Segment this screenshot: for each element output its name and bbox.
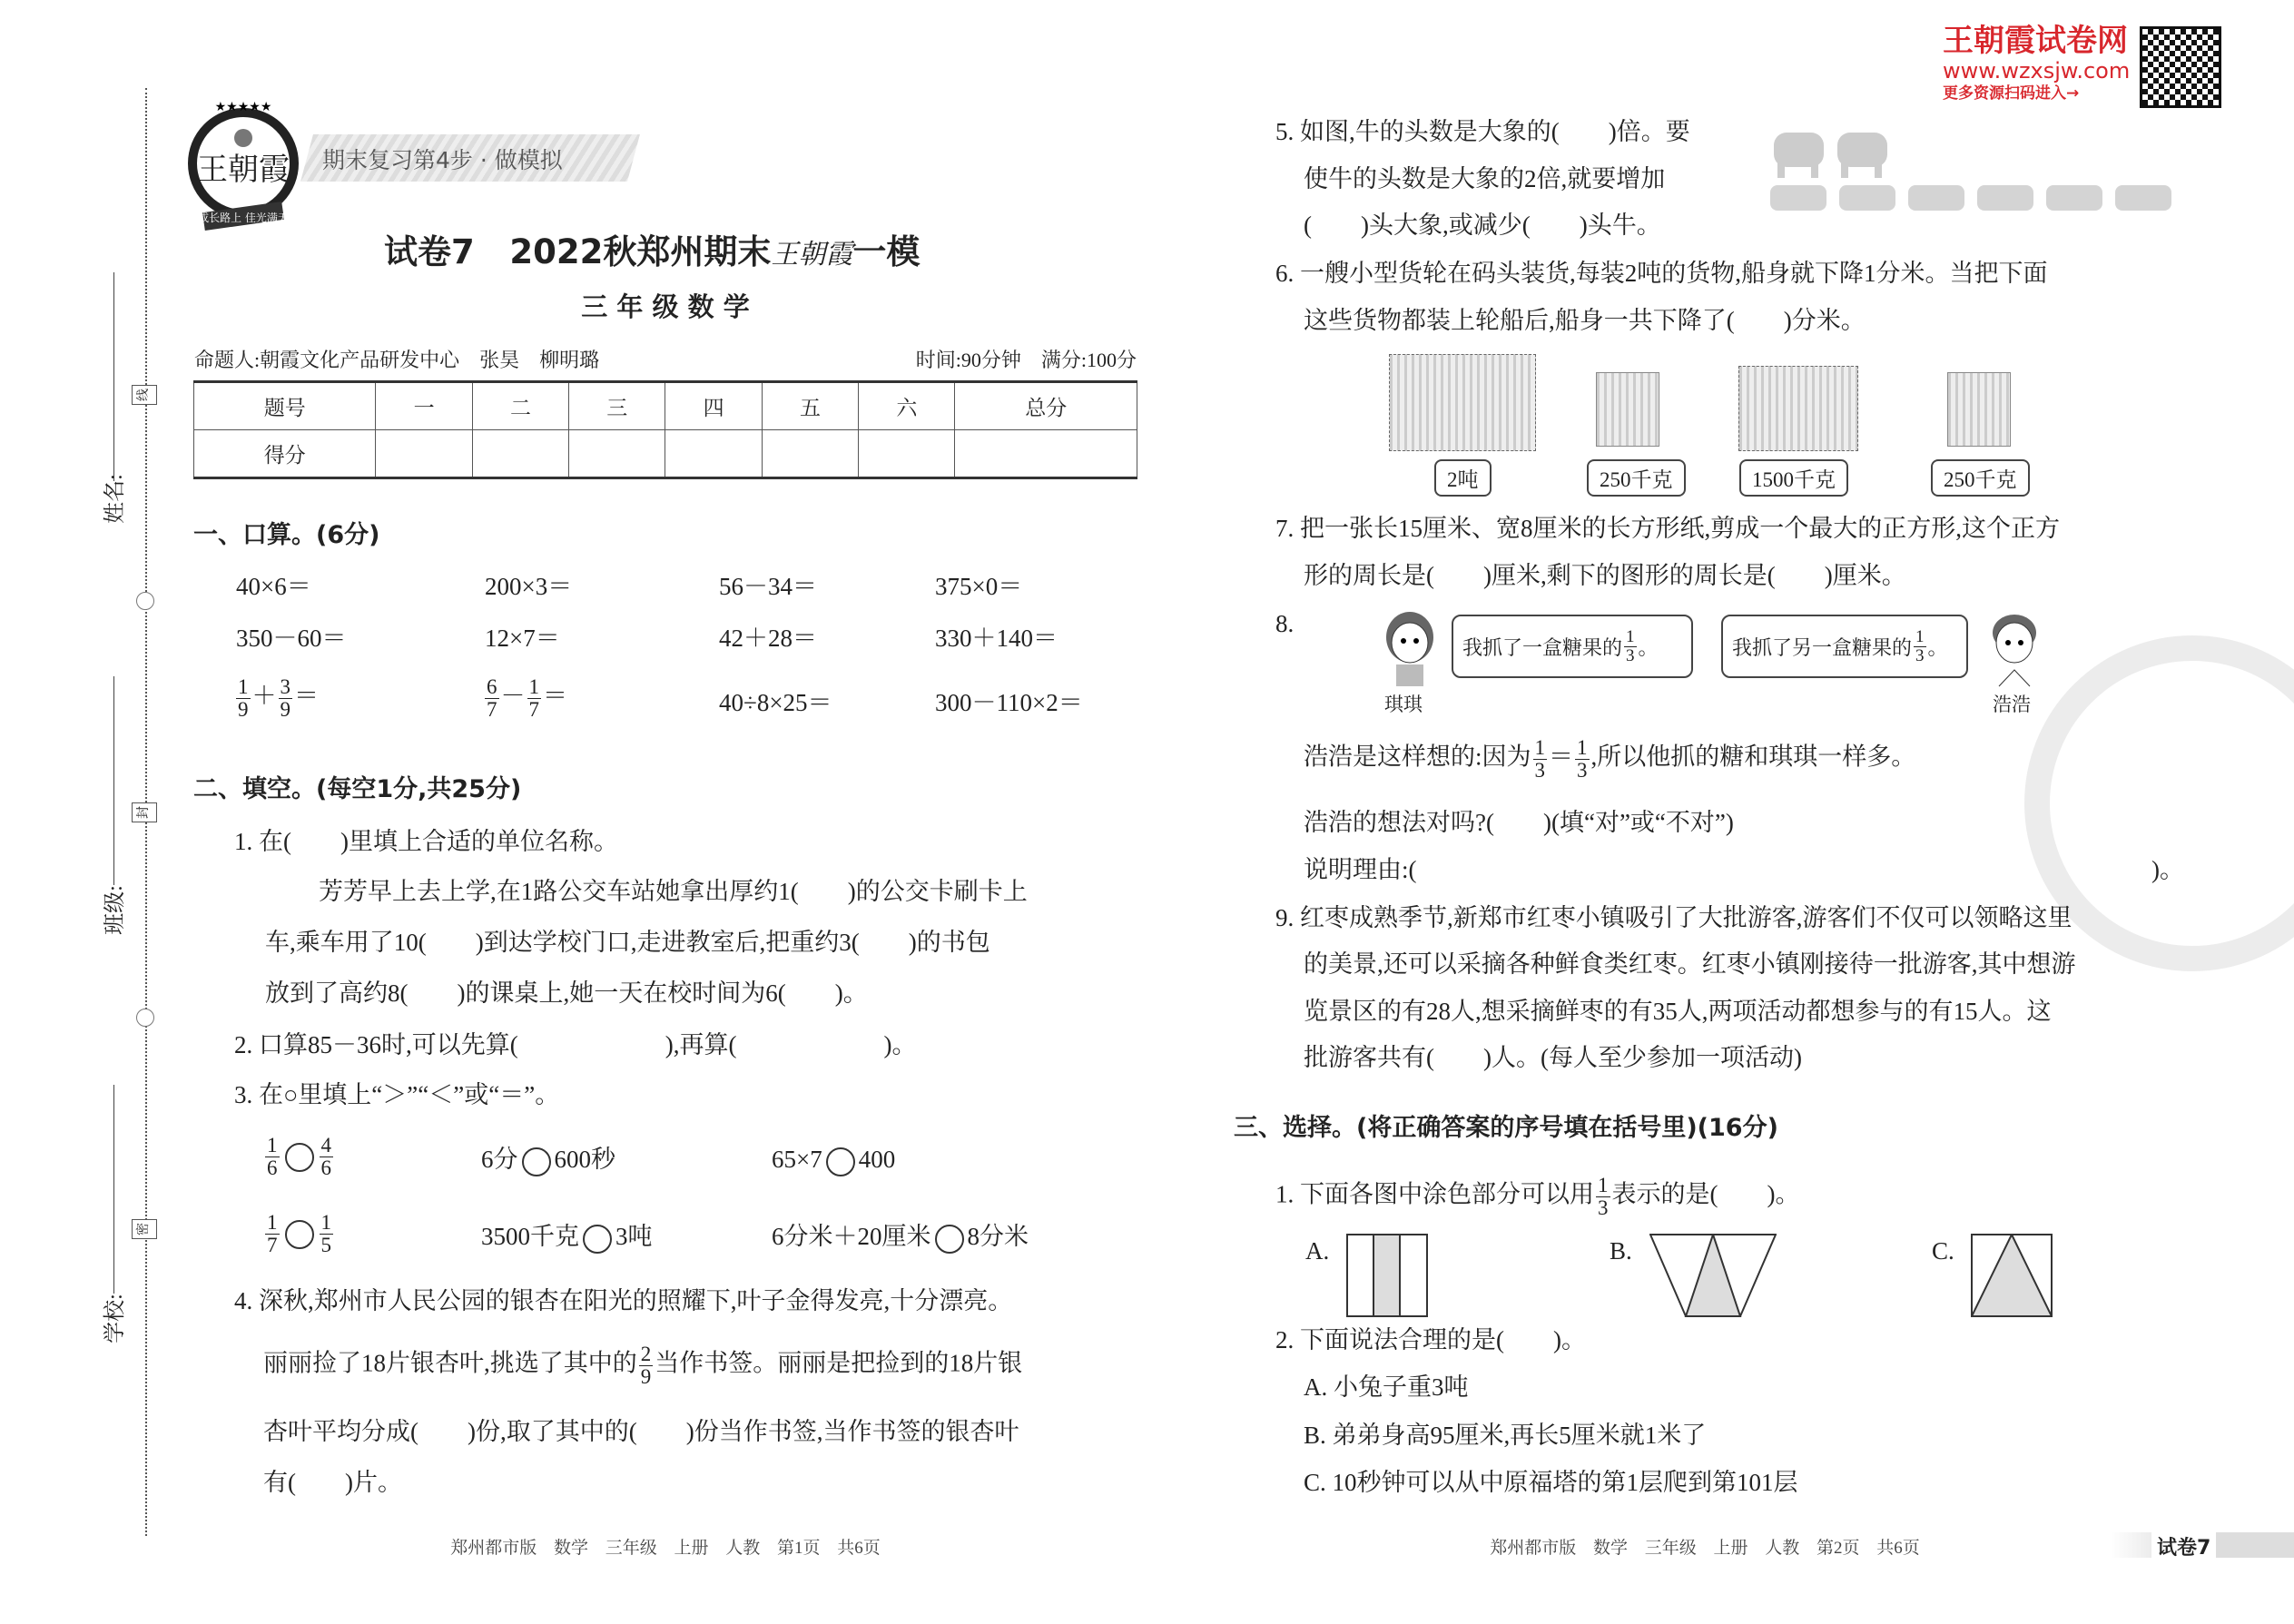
denominator: 9 bbox=[238, 698, 249, 721]
calc-item: 12×7＝ bbox=[485, 625, 560, 652]
option-a-figure[interactable] bbox=[1346, 1234, 1428, 1322]
brand-cta: 更多资源扫码进入→ bbox=[1943, 84, 2080, 103]
q6-line: 6. 一艘小型货轮在码头装货,每装2吨的货物,船身就下降1分米。当把下面 bbox=[1275, 260, 2048, 287]
author-line: 命题人:朝霞文化产品研发中心 张昊 柳明璐 bbox=[194, 349, 600, 371]
exam-subtitle: 三 年 级 数 学 bbox=[581, 291, 750, 322]
title-suffix: 一模 bbox=[852, 232, 921, 271]
q8-line: 说明理由:( bbox=[1304, 856, 1417, 883]
brand-logo bbox=[187, 100, 300, 231]
denominator: 3 bbox=[1577, 759, 1588, 782]
option-c-label[interactable]: C. bbox=[1932, 1237, 1954, 1265]
operator: ＋ bbox=[251, 682, 277, 710]
seal-char-xian: 线 bbox=[132, 385, 157, 405]
equals: ＝ bbox=[294, 682, 319, 710]
calc-item: 56－34＝ bbox=[719, 573, 817, 600]
compare-item bbox=[263, 1212, 335, 1256]
calc-item: 350－60＝ bbox=[236, 625, 347, 652]
numerator: 1 bbox=[528, 675, 539, 698]
calc-item: 40÷8×25＝ bbox=[719, 689, 832, 716]
s3-q2: 2. 下面说法合理的是( )。 bbox=[1275, 1326, 1586, 1353]
score-header: 六 bbox=[859, 382, 955, 430]
section2-title: 二、填空。(每空1分,共25分) bbox=[193, 775, 522, 803]
banner-text: 期末复习第4步 · 做模拟 bbox=[322, 147, 563, 173]
q8-line: 浩浩的想法对吗?( )(填“对”或“不对”) bbox=[1304, 809, 1734, 836]
q5-line: ( )头大象,或减少( )头牛。 bbox=[1304, 212, 1661, 239]
numerator: 1 bbox=[1626, 626, 1635, 646]
footer-left: 郑州都市版 数学 三年级 上册 人教 第1页 共6页 bbox=[450, 1539, 881, 1558]
compare-item bbox=[772, 1144, 895, 1176]
numerator: 1 bbox=[238, 675, 249, 698]
small-container-icon bbox=[1596, 372, 1659, 447]
compare-right: 3吨 bbox=[615, 1223, 653, 1250]
name-line bbox=[113, 272, 114, 481]
s3-q2-option[interactable]: C. 10秒钟可以从中原福塔的第1层爬到第101层 bbox=[1304, 1469, 1798, 1496]
bubble-text: 我抓了一盒糖果的 bbox=[1462, 635, 1623, 659]
q4-line: 有( )片。 bbox=[263, 1469, 402, 1496]
calc-item: 200×3＝ bbox=[485, 573, 573, 600]
score-cell[interactable] bbox=[762, 430, 858, 478]
large-container-icon bbox=[1389, 354, 1536, 451]
score-cell[interactable] bbox=[376, 430, 472, 478]
cargo-label: 250千克 bbox=[1931, 459, 2030, 497]
title-brand: 王朝霞 bbox=[771, 239, 853, 271]
numerator: 2 bbox=[640, 1343, 652, 1365]
class-label: 班级: bbox=[103, 885, 127, 935]
s3-q1 bbox=[1275, 1175, 1799, 1219]
numerator: 1 bbox=[267, 1134, 278, 1156]
q9-line: 览景区的有28人,想采摘鲜枣的有35人,两项活动都想参与的有15人。这 bbox=[1304, 998, 2052, 1025]
compare-circle[interactable] bbox=[522, 1147, 551, 1176]
option-b-figure[interactable] bbox=[1649, 1234, 1777, 1322]
compare-circle[interactable] bbox=[583, 1225, 612, 1254]
svg-text:王朝霞: 王朝霞 bbox=[197, 152, 290, 188]
compare-left: 65×7 bbox=[772, 1146, 822, 1173]
denominator: 7 bbox=[487, 698, 497, 721]
denominator: 6 bbox=[267, 1156, 278, 1179]
seal-char-mi: 密 bbox=[132, 1219, 157, 1239]
q1-line: 车,乘车用了10( )到达学校门口,走进教室后,把重约3( )的书包 bbox=[265, 929, 990, 956]
equals: ＝ bbox=[1549, 743, 1574, 771]
compare-circle[interactable] bbox=[935, 1225, 964, 1254]
class-line bbox=[113, 676, 114, 885]
score-header: 二 bbox=[472, 382, 568, 430]
qr-code-icon[interactable] bbox=[2140, 26, 2221, 108]
calc-item-fraction bbox=[234, 676, 319, 721]
score-cell[interactable] bbox=[569, 430, 665, 478]
q7-line: 7. 把一张长15厘米、宽8厘米的长方形纸,剪成一个最大的正方形,这个正方 bbox=[1275, 515, 2060, 542]
s3-q2-option[interactable]: A. 小兔子重3吨 bbox=[1304, 1373, 1469, 1401]
denominator: 9 bbox=[640, 1365, 652, 1388]
calc-item-fraction bbox=[483, 676, 567, 721]
numerator: 1 bbox=[1915, 626, 1925, 646]
binding-hole bbox=[136, 592, 154, 610]
denominator: 9 bbox=[280, 698, 290, 721]
boy-avatar bbox=[1983, 610, 2046, 687]
denominator: 5 bbox=[320, 1234, 331, 1256]
elephants-cows-illustration bbox=[1770, 129, 2179, 229]
q8-number: 8. bbox=[1275, 610, 1295, 637]
girl-avatar bbox=[1378, 610, 1442, 687]
section1-title: 一、口算。(6分) bbox=[193, 521, 380, 549]
bubble-text: 我抓了另一盒糖果的 bbox=[1732, 635, 1913, 659]
brand-name: 王朝霞试卷网 bbox=[1943, 23, 2128, 59]
footer-right: 郑州都市版 数学 三年级 上册 人教 第2页 共6页 bbox=[1490, 1539, 1920, 1558]
compare-right: 600秒 bbox=[554, 1146, 615, 1173]
score-row-label: 得分 bbox=[194, 430, 376, 478]
score-header: 四 bbox=[665, 382, 762, 430]
numerator: 1 bbox=[267, 1211, 278, 1234]
q9-line: 批游客共有( )人。(每人至少参加一项活动) bbox=[1304, 1044, 1802, 1071]
q4-line bbox=[263, 1343, 1022, 1388]
svg-text:★★★★★: ★★★★★ bbox=[214, 101, 272, 114]
section3-title: 三、选择。(将正确答案的序号填在括号里)(16分) bbox=[1234, 1114, 1778, 1142]
q9-line: 9. 红枣成熟季节,新郑市红枣小镇吸引了大批游客,游客们不仅可以领略这里 bbox=[1275, 904, 2072, 931]
operator: － bbox=[500, 682, 526, 710]
numerator: 1 bbox=[1577, 736, 1588, 759]
speech-bubble-boy: 我抓了另一盒糖果的 $\frac{1}{3}$ 。 bbox=[1721, 615, 1968, 678]
numerator: 3 bbox=[280, 675, 290, 698]
score-header: 一 bbox=[376, 382, 472, 430]
school-line bbox=[113, 1085, 114, 1294]
cargo-label: 1500千克 bbox=[1739, 459, 1848, 497]
q8-text: 浩浩是这样想的:因为 bbox=[1304, 743, 1531, 771]
q7-line: 形的周长是( )厘米,剩下的图形的周长是( )厘米。 bbox=[1304, 562, 1906, 589]
binding-hole bbox=[136, 1009, 154, 1027]
boy-name: 浩浩 bbox=[1993, 694, 2031, 715]
calc-item: 300－110×2＝ bbox=[935, 689, 1083, 716]
numerator: 1 bbox=[320, 1211, 331, 1234]
score-cell[interactable] bbox=[859, 430, 955, 478]
compare-item bbox=[481, 1221, 653, 1254]
s3-q2-option[interactable]: B. 弟弟身高95厘米,再长5厘米就1米了 bbox=[1304, 1422, 1707, 1449]
girl-name: 琪琪 bbox=[1384, 694, 1423, 715]
cargo-label: 250千克 bbox=[1587, 459, 1686, 497]
numerator: 1 bbox=[1534, 736, 1546, 759]
calc-item: 330＋140＝ bbox=[935, 625, 1058, 652]
equals: ＝ bbox=[543, 682, 567, 710]
q1-line: 放到了高约8( )的课桌上,她一天在校时间为6( )。 bbox=[265, 979, 868, 1007]
name-label: 姓名: bbox=[103, 474, 127, 524]
q5-line: 5. 如图,牛的头数是大象的( )倍。要 bbox=[1275, 118, 1690, 145]
speech-bubble-girl: 我抓了一盒糖果的 $\frac{1}{3}$ 。 bbox=[1452, 615, 1693, 678]
time-score: 时间:90分钟 满分:100分 bbox=[915, 349, 1137, 371]
q3-text: 3. 在○里填上“＞”“＜”或“＝”。 bbox=[234, 1081, 560, 1108]
denominator: 7 bbox=[528, 698, 539, 721]
compare-item bbox=[772, 1221, 1029, 1254]
compare-left: 3500千克 bbox=[481, 1223, 579, 1250]
exam-title bbox=[384, 224, 920, 273]
score-cell[interactable] bbox=[665, 430, 762, 478]
q1-line: 芳芳早上去上学,在1路公交车站她拿出厚约1( )的公交卡刷卡上 bbox=[319, 878, 1028, 905]
q6-line: 这些货物都装上轮船后,船身一共下降了( )分米。 bbox=[1304, 307, 1866, 334]
denominator: 3 bbox=[1915, 645, 1925, 665]
compare-left: 6分 bbox=[481, 1146, 518, 1173]
small-container-icon bbox=[1947, 372, 2011, 447]
compare-circle[interactable] bbox=[826, 1147, 855, 1176]
compare-left: 6分米＋20厘米 bbox=[772, 1223, 931, 1250]
calc-item: 42＋28＝ bbox=[719, 625, 817, 652]
q8-line bbox=[1304, 737, 1915, 782]
option-b-label[interactable]: B. bbox=[1610, 1237, 1632, 1265]
compare-circle[interactable] bbox=[285, 1143, 314, 1172]
score-table bbox=[193, 380, 1137, 479]
q4-text: 当作书签。丽丽是把捡到的18片银 bbox=[655, 1349, 1023, 1377]
score-cell[interactable] bbox=[472, 430, 568, 478]
q5-line: 使牛的头数是大象的2倍,就要增加 bbox=[1304, 165, 1666, 192]
score-header: 题号 bbox=[194, 382, 376, 430]
school-label: 学校: bbox=[103, 1294, 127, 1343]
score-header: 总分 bbox=[955, 382, 1137, 430]
title-prefix: 试卷7 bbox=[384, 232, 475, 271]
calc-item: 375×0＝ bbox=[935, 573, 1023, 600]
option-a-label[interactable]: A. bbox=[1305, 1237, 1330, 1265]
denominator: 3 bbox=[1598, 1196, 1609, 1219]
score-cell[interactable] bbox=[955, 430, 1137, 478]
q4-line: 杏叶平均分成( )份,取了其中的( )份当作书签,当作书签的银杏叶 bbox=[263, 1418, 1019, 1445]
score-header: 三 bbox=[569, 382, 665, 430]
q8-line-end: )。 bbox=[2151, 856, 2184, 883]
q2-text: 2. 口算85－36时,可以先算( ),再算( )。 bbox=[234, 1031, 917, 1058]
numerator: 6 bbox=[487, 675, 497, 698]
q8-text: ,所以他抓的糖和琪琪一样多。 bbox=[1590, 743, 1916, 771]
denominator: 6 bbox=[320, 1156, 331, 1179]
option-c-figure[interactable] bbox=[1971, 1234, 2053, 1322]
q9-line: 的美景,还可以采摘各种鲜食类红枣。红枣小镇刚接待一批游客,其中想游 bbox=[1304, 950, 2076, 978]
calc-item: 40×6＝ bbox=[236, 573, 311, 600]
numerator: 4 bbox=[320, 1134, 331, 1156]
compare-item bbox=[263, 1135, 335, 1179]
denominator: 3 bbox=[1534, 759, 1546, 782]
title-main: 2022秋郑州期末 bbox=[509, 232, 772, 271]
compare-item bbox=[481, 1144, 615, 1176]
cargo-label: 2吨 bbox=[1434, 459, 1492, 497]
q1-text: 1. 在( )里填上合适的单位名称。 bbox=[234, 828, 618, 855]
compare-right: 400 bbox=[858, 1146, 896, 1173]
large-container-icon bbox=[1738, 366, 1858, 451]
compare-right: 8分米 bbox=[967, 1223, 1029, 1250]
score-header: 五 bbox=[762, 382, 858, 430]
numerator: 1 bbox=[1598, 1174, 1609, 1196]
s3-q1-text: 1. 下面各图中涂色部分可以用 bbox=[1275, 1180, 1594, 1208]
denominator: 7 bbox=[267, 1234, 278, 1256]
brand-url[interactable]: www.wzxsjw.com bbox=[1943, 58, 2131, 84]
brand-block bbox=[1943, 24, 2130, 103]
seal-char-feng: 封 bbox=[132, 802, 157, 822]
q4-text: 丽丽捡了18片银杏叶,挑选了其中的 bbox=[263, 1349, 637, 1377]
q4-line: 4. 深秋,郑州市人民公园的银杏在阳光的照耀下,叶子金得发亮,十分漂亮。 bbox=[234, 1287, 1013, 1314]
s3-q1-text: 表示的是( )。 bbox=[1611, 1180, 1800, 1208]
denominator: 3 bbox=[1626, 645, 1635, 665]
svg-text:成长路上 佳光满天: 成长路上 佳光满天 bbox=[198, 212, 289, 224]
compare-circle[interactable] bbox=[285, 1220, 314, 1249]
page-tag: 试卷7 bbox=[2151, 1532, 2216, 1560]
